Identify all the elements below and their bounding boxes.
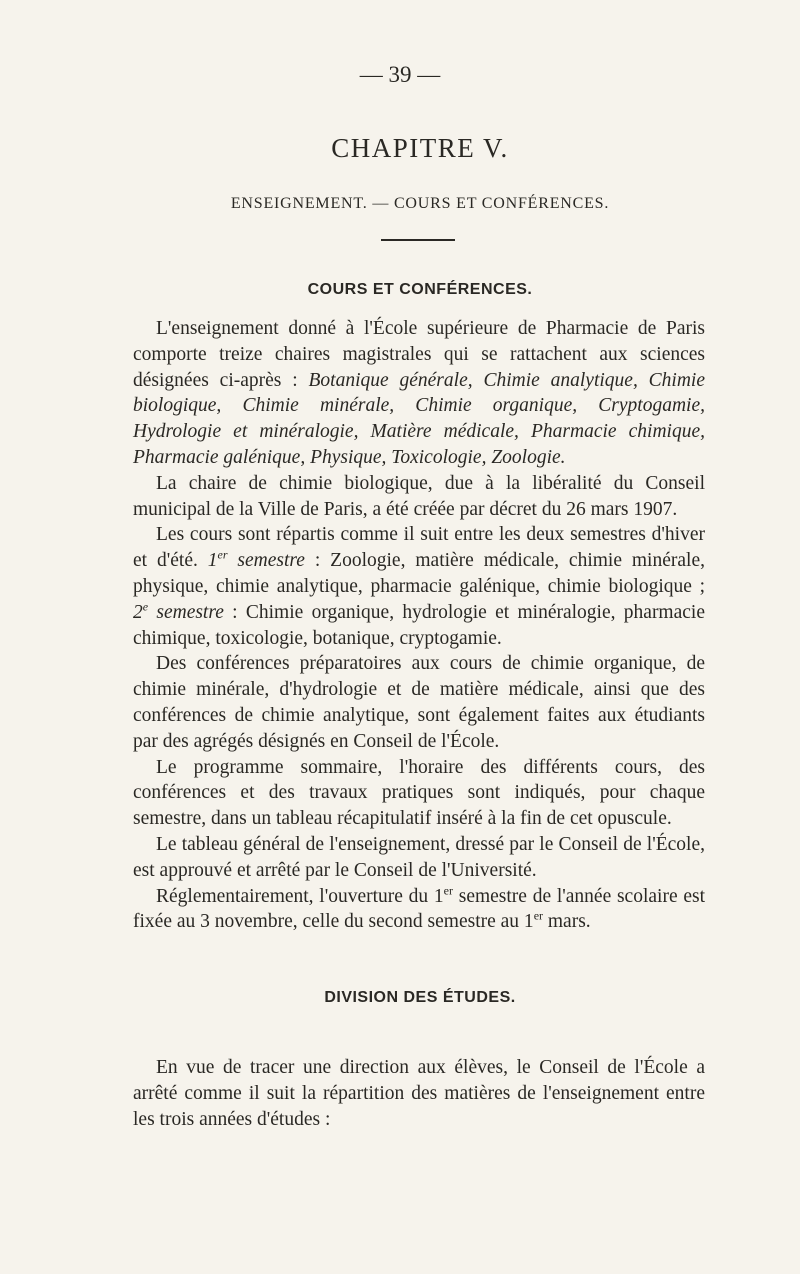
- paragraph-chaires: [133, 316, 705, 471]
- paragraph-tableau: Le tableau général de l'enseignement, dressé par le Conseil de l'École, est approuvé et arrêté par le Conseil de l'Université.: [133, 833, 705, 881]
- paragraph-semestres: [133, 522, 705, 651]
- section-body-cours: [133, 316, 705, 935]
- semester-2-label: 2e semestre: [133, 599, 224, 623]
- semester-1-courses: : Zoologie, matière médicale, chimie minérale, physique, chimie analytique, pharmacie galénique, chimie biologique ;: [133, 550, 705, 597]
- chapter-subtitle: ENSEIGNEMENT. — COURS ET CONFÉRENCES.: [230, 195, 610, 212]
- paragraph-chimie-biologique: La chaire de chimie biologique, due à la libéralité du Conseil municipal de la Ville de Paris, a été créée par décret du 26 mars 1907.: [133, 472, 705, 520]
- chapter-title: CHAPITRE V.: [331, 133, 509, 163]
- paragraph-reglement: Réglementairement, l'ouverture du 1er semestre de l'année scolaire est fixée au 3 novembre, celle du second semestre au 1er mars.: [133, 883, 705, 933]
- paragraph-text: L'enseignement donné à l'École supérieure de Pharmacie de Paris comporte treize chaires magistrales qui se rattachent aux sciences désignées ci-après :: [133, 318, 705, 391]
- page-number: — 39 —: [359, 62, 441, 87]
- section-heading-cours: COURS ET CONFÉRENCES.: [307, 281, 533, 298]
- paragraph-direction: En vue de tracer une direction aux élèves, le Conseil de l'École a arrêté comme il suit la répartition des matières de l'enseignement entre les trois années d'études :: [133, 1057, 705, 1130]
- section-divider: [381, 239, 455, 241]
- semester-2-courses: : Chimie organique, hydrologie et minéralogie, pharmacie chimique, toxicologie, botanique, cryptogamie.: [133, 601, 705, 649]
- semester-1-label: 1er semestre: [207, 547, 305, 572]
- section-body-division: [133, 1055, 705, 1132]
- section-heading-division: DIVISION DES ÉTUDES.: [324, 989, 516, 1006]
- paragraph-programme: Le programme sommaire, l'horaire des différents cours, des conférences et des travaux pratiques sont indiqués, pour chaque semestre, dans un tableau récapitulatif inséré à la fin de cet opuscule.: [133, 756, 705, 830]
- paragraph-text: Les cours sont répartis comme il suit entre les deux semestres d'hiver et d'été.: [133, 524, 705, 572]
- paragraph-conferences: Des conférences préparatoires aux cours de chimie organique, de chimie minérale, d'hydrologie et de matière médicale, ainsi que des conférences de chimie analytique, sont également faites aux étudiants par des agrégés désignés en Conseil de l'École.: [133, 653, 705, 752]
- subject-list: Botanique générale, Chimie analytique, Chimie biologique, Chimie minérale, Chimie organique, Cryptogamie, Hydrologie et minéralogie, Matière médicale, Pharmacie chimique, Pharmacie galénique, Physique, Toxicologie, Zoologie.: [133, 369, 705, 468]
